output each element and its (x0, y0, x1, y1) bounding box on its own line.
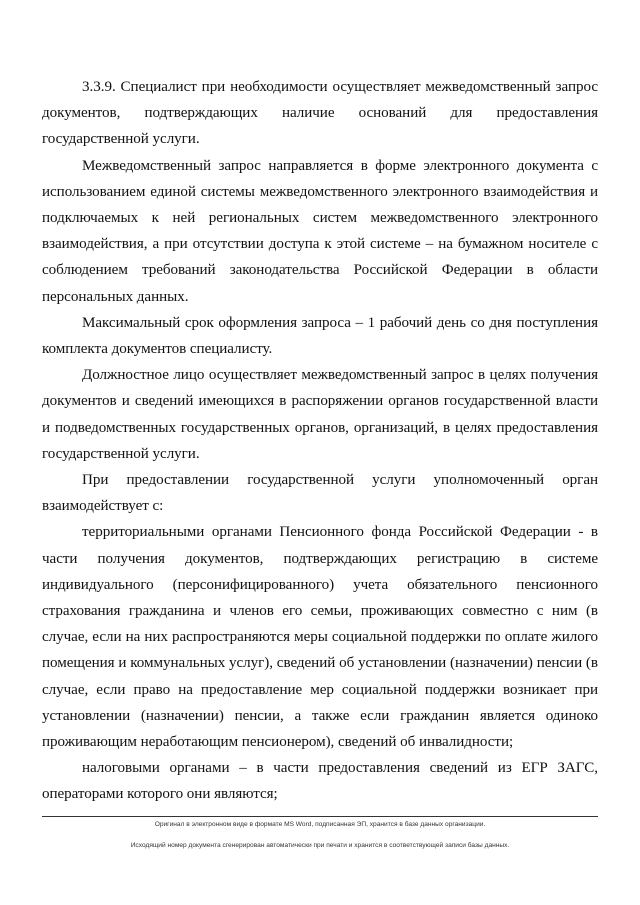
footer-number-note: Исходящий номер документа сгенерирован автоматически при печати и хранится в соответствующей записи базы данных. (130, 842, 510, 849)
paragraph-official-request: Должностное лицо осуществляет межведомственный запрос в целях получения документов и сведений имеющихся в распоряжении органов государственной власти и подведомственных государственных органов, организаций, в целях предоставления государственной услуги. (42, 367, 598, 462)
paragraph-interaction-intro: При предоставлении государственной услуги уполномоченный орган взаимодействует с: (42, 472, 598, 515)
document-body (42, 74, 598, 808)
paragraph-max-term: Максимальный срок оформления запроса – 1 рабочий день со дня поступления комплекта документов специалисту. (42, 314, 598, 358)
paragraph-request-3-3-9: 3.3.9. Специалист при необходимости осуществляет межведомственный запрос документов, подтверждающих наличие оснований для предоставления государственной услуги. (42, 79, 598, 148)
paragraph-tax-authorities: налоговыми органами – в части предоставления сведений из ЕГР ЗАГС, операторами которого они являются; (42, 760, 598, 803)
paragraph-electronic-form: Межведомственный запрос направляется в форме электронного документа с использованием единой системы межведомственного электронного взаимодействия и подключаемых к ней региональных систем межведомственного электронного взаимодействия, а при отсутствии доступа к этой системе – на бумажном носителе с соблюдением требований законодательства Российской Федерации в области персональных данных. (42, 157, 598, 305)
footer-original-note: Оригинал в электронном виде в формате MS Word, подписанная ЭП, хранится в базе данных организации. (154, 821, 486, 828)
footer-divider (42, 816, 598, 817)
paragraph-pension-fund: территориальными органами Пенсионного фонда Российской Федерации - в части получения документов, подтверждающих регистрацию в системе индивидуального (персонифицированного) учета обязательного пенсионного страхования гражданина и членов его семьи, проживающих совместно с ним (в случае, если на них распространяются меры социальной поддержки по оплате жилого помещения и коммунальных услуг), сведений об установлении (назначении) пенсии (в случае, если право на предоставление мер социальной поддержки возникает при установлении (назначении) пенсии, а также если гражданин является одиноко проживающим неработающим пенсионером), сведений об инвалидности; (42, 524, 598, 751)
